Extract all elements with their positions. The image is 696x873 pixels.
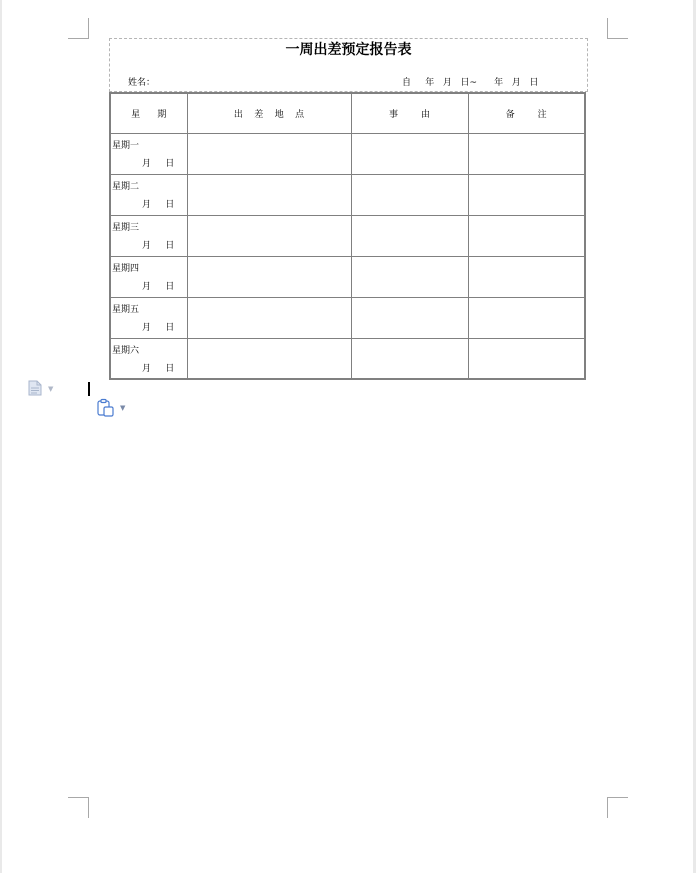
date-label: 月 日 xyxy=(142,363,175,374)
weekday-cell[interactable] xyxy=(110,256,187,297)
destination-cell[interactable] xyxy=(187,297,351,338)
reason-cell[interactable] xyxy=(351,297,468,338)
document-title: 一周出差预定报告表 xyxy=(285,42,412,58)
header-remarks[interactable]: 备 注 xyxy=(468,93,585,133)
date-label: 月 日 xyxy=(142,281,175,292)
weekday-label: 星期六 xyxy=(112,345,140,356)
reason-cell[interactable] xyxy=(351,215,468,256)
page-left-edge xyxy=(0,0,2,873)
header-reason[interactable]: 事 由 xyxy=(351,93,468,133)
destination-cell[interactable] xyxy=(187,215,351,256)
date-range-label: 自 年 月 日~ 年 月 日 xyxy=(402,78,539,88)
paste-options-icon[interactable] xyxy=(96,398,116,418)
weekday-cell[interactable] xyxy=(110,174,187,215)
remarks-cell[interactable] xyxy=(468,133,585,174)
weekday-label: 星期一 xyxy=(112,140,140,151)
reason-cell[interactable] xyxy=(351,256,468,297)
destination-cell[interactable] xyxy=(187,256,351,297)
margin-corner-top-right xyxy=(607,18,628,39)
margin-corner-top-left xyxy=(68,18,89,39)
header-weekday[interactable]: 星 期 xyxy=(110,93,187,133)
paste-options-chevron-down-icon[interactable]: ▼ xyxy=(120,404,126,412)
remarks-cell[interactable] xyxy=(468,256,585,297)
margin-corner-bottom-left xyxy=(68,797,89,818)
remarks-cell[interactable] xyxy=(468,174,585,215)
weekday-cell[interactable] xyxy=(110,338,187,379)
table-row xyxy=(110,215,585,256)
header-text-box[interactable] xyxy=(109,38,588,92)
reason-cell[interactable] xyxy=(351,133,468,174)
weekday-cell[interactable] xyxy=(110,215,187,256)
destination-cell[interactable] xyxy=(187,133,351,174)
schedule-table[interactable] xyxy=(109,92,586,380)
table-row xyxy=(110,256,585,297)
weekday-label: 星期三 xyxy=(112,222,140,233)
reason-cell[interactable] xyxy=(351,338,468,379)
reason-cell[interactable] xyxy=(351,174,468,215)
date-label: 月 日 xyxy=(142,199,175,210)
date-label: 月 日 xyxy=(142,240,175,251)
weekday-label: 星期五 xyxy=(112,304,140,315)
weekday-label: 星期二 xyxy=(112,181,140,192)
remarks-cell[interactable] xyxy=(468,297,585,338)
name-label: 姓名： xyxy=(128,78,156,88)
remarks-cell[interactable] xyxy=(468,338,585,379)
weekday-cell[interactable] xyxy=(110,297,187,338)
header-destination[interactable]: 出 差 地 点 xyxy=(187,93,351,133)
weekday-cell[interactable] xyxy=(110,133,187,174)
text-cursor xyxy=(88,382,90,396)
remarks-cell[interactable] xyxy=(468,215,585,256)
date-label: 月 日 xyxy=(142,322,175,333)
margin-corner-bottom-right xyxy=(607,797,628,818)
table-row xyxy=(110,133,585,174)
table-row xyxy=(110,174,585,215)
table-row xyxy=(110,338,585,379)
date-label: 月 日 xyxy=(142,158,175,169)
table-header-row xyxy=(110,93,585,133)
destination-cell[interactable] xyxy=(187,338,351,379)
weekday-label: 星期四 xyxy=(112,263,140,274)
document-options-icon[interactable] xyxy=(28,380,42,396)
document-options-chevron-down-icon[interactable]: ▼ xyxy=(48,385,54,393)
table-row xyxy=(110,297,585,338)
destination-cell[interactable] xyxy=(187,174,351,215)
